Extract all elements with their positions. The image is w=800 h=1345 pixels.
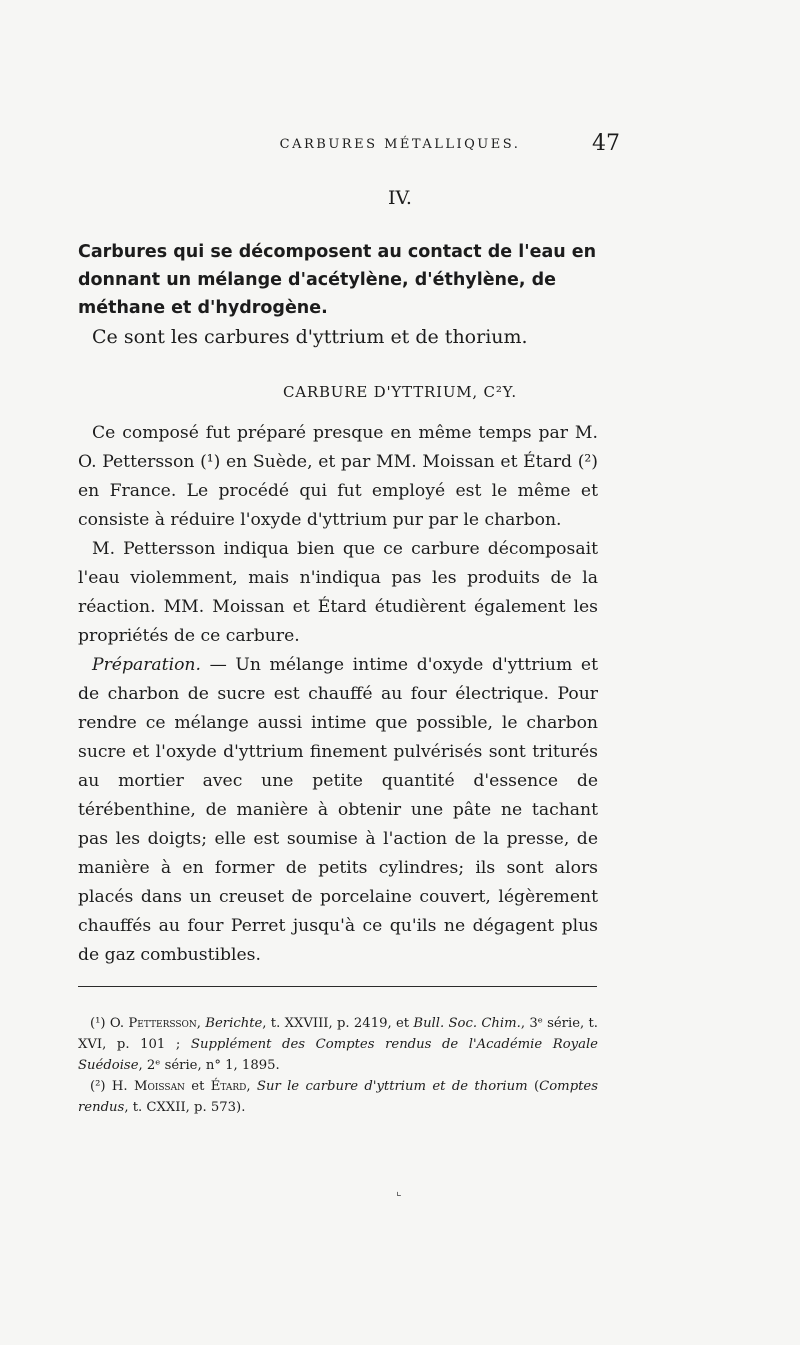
body-text xyxy=(78,419,598,970)
running-head xyxy=(0,133,800,157)
paragraph-preparation xyxy=(78,651,598,970)
footnote-author: Pettersson xyxy=(128,1016,197,1031)
footnote-marker: (¹) O. xyxy=(90,1016,129,1031)
footnote-text: , 2ᵉ série, n° 1, 1895. xyxy=(138,1058,280,1073)
footnote-text: , xyxy=(196,1016,206,1031)
intro-sentence: Ce sont les carbures d'yttrium et de thorium. xyxy=(92,326,528,348)
footnote-title: Sur le carbure d'yttrium et de thorium xyxy=(256,1079,528,1094)
section-heading: Carbures qui se décomposent au contact de l'eau en donnant un mélange d'acétylène, d'éthylène, de méthane et d'hydrogène. xyxy=(78,242,597,318)
page-number: 47 xyxy=(592,131,620,156)
footnote-title: Supplément des Comptes rendus de l'Académie Royale Suédoise xyxy=(78,1037,598,1073)
footnote-author: Étard xyxy=(210,1079,247,1094)
footnote-text: et xyxy=(184,1079,211,1094)
paragraph: Ce composé fut préparé presque en même temps par M. O. Pettersson (¹) en Suède, et par MM. Moissan et Étard (²) en France. Le procédé qui fut employé est le même et consiste à réduire l'oxyde d'yttrium pur par le charbon. xyxy=(78,423,598,530)
paragraph: M. Pettersson indiqua bien que ce carbure décomposait l'eau violemment, mais n'indiqua pas les produits de la réaction. MM. Moissan et Étard étudièrent également les propriétés de ce carbure. xyxy=(78,539,598,646)
footnote-title: Berichte xyxy=(205,1016,263,1031)
footnote-author: Moissan xyxy=(133,1079,185,1094)
footnote-text: , t. CXXII, p. 573). xyxy=(124,1100,246,1115)
footnote-2 xyxy=(78,1076,598,1118)
running-title: CARBURES MÉTALLIQUES. xyxy=(279,137,521,152)
preparation-lead: Préparation. xyxy=(92,655,201,675)
footnote-text: , 3ᵉ série, t. XVI, p. 101 ; xyxy=(78,1016,598,1052)
footnote-title: Bull. Soc. Chim. xyxy=(413,1016,521,1031)
footnote-divider xyxy=(78,986,597,987)
footnote-title: Comptes rendus xyxy=(78,1079,599,1115)
section-number: IV. xyxy=(388,187,412,209)
footnote-marker: (²) H. xyxy=(90,1079,134,1094)
corner-mark: ⌞ xyxy=(396,1184,402,1198)
footnote-text: , xyxy=(246,1079,257,1094)
footnote-text: , t. XXVIII, p. 2419, et xyxy=(262,1016,414,1031)
footnote-1 xyxy=(78,1013,598,1076)
footnotes xyxy=(78,1013,598,1118)
preparation-text: — Un mélange intime d'oxyde d'yttrium et de charbon de sucre est chauffé au four électrique. Pour rendre ce mélange aussi intime que possible, le charbon sucre et l'oxyde d'yttrium finement pulvérisés sont triturés au mortier avec une petite quantité d'essence de térébenthine, de manière à obtenir une pâte ne tachant pas les doigts; elle est soumise à l'action de la presse, de manière à en former de petits cylindres; ils sont alors placés dans un creuset de porcelaine couvert, légèrement chauffés au four Perret jusqu'à ce qu'ils ne dégagent plus de gaz combustibles. xyxy=(78,655,598,965)
footnote-text: ( xyxy=(527,1079,540,1094)
subsection-heading: CARBURE D'YTTRIUM, C²Y. xyxy=(282,383,517,401)
